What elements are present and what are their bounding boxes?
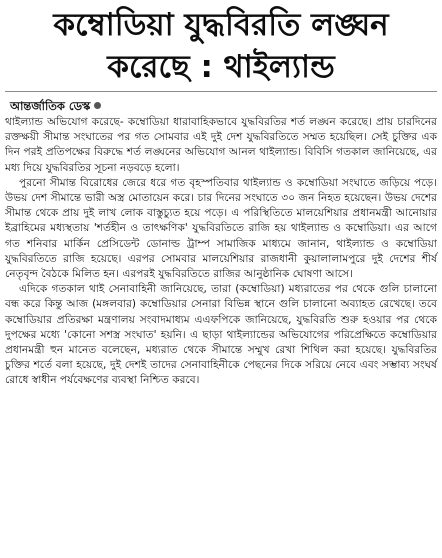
paragraph-2: পুরনো সীমান্ত বিরোধের জেরে ধরে গত বৃহস্পতিবার থাইল্যান্ড ও কম্বোডিয়া সংঘাতে জড়িয়ে পড়ে। উভয় দেশ সীমান্তে ভারী অস্ত্র মোতায়েন করে। চার দিনের সংঘাতে ৩০ জন নিহত হয়েছেন। উভয় দেশের সীমান্ত থেকে প্রায় দুই লাখ লোক বাস্তুচ্যুত হয়ে পড়ে। এ পরিস্থিতিতে মালয়েশিয়ার প্রধানমন্ত্রী আনোয়ার ইব্রাহিমের মধ্যস্থতায় 'শর্তহীন ও তাৎক্ষণিক' যুদ্ধবিরতিতে রাজি হয় থাইল্যান্ড ও কম্বোডিয়া। এর আগে গত শনিবার মার্কিন প্রেসিডেন্ট ডোনাল্ড ট্রাম্প সামাজিক মাধ্যমে জানান, থাইল্যান্ড ও কম্বোডিয়া যুদ্ধবিরতিতে রাজি হয়েছে। এরপর সোমবার মালয়েশিয়ার রাজধানী কুয়ালালামপুরে দুই দেশের শীর্ষ নেতৃবৃন্দ বৈঠকে মিলিত হন। এরপরই যুদ্ধবিরতিতে রাজির আনুষ্ঠানিক ঘোষণা আসে।: [5, 176, 437, 281]
bullet-dot-icon: [94, 102, 101, 109]
paragraph-1: থাইল্যান্ড অভিযোগ করেছে- কম্বোডিয়া ধারাবাহিকভাবে যুদ্ধবিরতির শর্ত লঙ্ঘন করেছে। প্রায় চারদিনের রক্তক্ষয়ী সীমান্ত সংঘাতের পর গত সোমবার এই দুই দেশ যুদ্ধবিরতিতে সম্মত হয়েছিল। সেই চুক্তির এক দিন পরই প্রতিপক্ষের বিরুদ্ধে শর্ত লঙ্ঘনের অভিযোগ আনল থাইল্যান্ড। বিবিসি গতকাল জানিয়েছে, এর মধ্য দিয়ে যুদ্ধবিরতির সূচনা নড়বড়ে হলো।: [5, 116, 437, 174]
dateline-text: আন্তর্জাতিক ডেস্ক: [10, 99, 91, 113]
dateline: [10, 98, 437, 114]
paragraph-3: এদিকে গতকাল থাই সেনাবাহিনী জানিয়েছে, তারা (কম্বোডিয়া) মধ্যরাতের পর থেকে গুলি চালানো বন্ধ করে কিন্তু আজ (মঙ্গলবার) কম্বোডিয়ার সেনারা বিভিন্ন স্থানে গুলি চালানো অব্যাহত রেখেছে। তবে কম্বোডিয়ার প্রতিরক্ষা মন্ত্রণালয় সংবাদমাধ্যম এএফপিকে জানিয়েছে, যুদ্ধবিরতি শুরু হওয়ার পর থেকে দুপক্ষের মধ্যে 'কোনো সশস্ত্র সংঘাত' হয়নি। এ ছাড়া থাইল্যান্ডের অভিযোগের পরিপ্রেক্ষিতে কম্বোডিয়ার প্রধানমন্ত্রী হুন মানেত বলেছেন, মধ্যরাত থেকে সীমান্তে সম্মুখ রেখা শিথিল করা হয়েছে। যুদ্ধবিরতির চুক্তির শর্তে বলা হয়েছে, দুই দেশই তাদের সেনাবাহিনীকে পেছনের দিকে সরিয়ে নেবে এবং সম্ভাব্য সংঘর্ষ রোধে স্বাধীন পর্যবেক্ষণের ব্যবস্থা নিশ্চিত করবে।: [5, 283, 437, 387]
headline: [5, 4, 437, 88]
headline-line-2: করেছে : থাইল্যান্ড: [107, 49, 335, 85]
headline-divider: [5, 91, 437, 92]
headline-line-1: কম্বোডিয়া যুদ্ধবিরতি লঙ্ঘন: [53, 7, 389, 43]
article-body: [5, 115, 437, 389]
